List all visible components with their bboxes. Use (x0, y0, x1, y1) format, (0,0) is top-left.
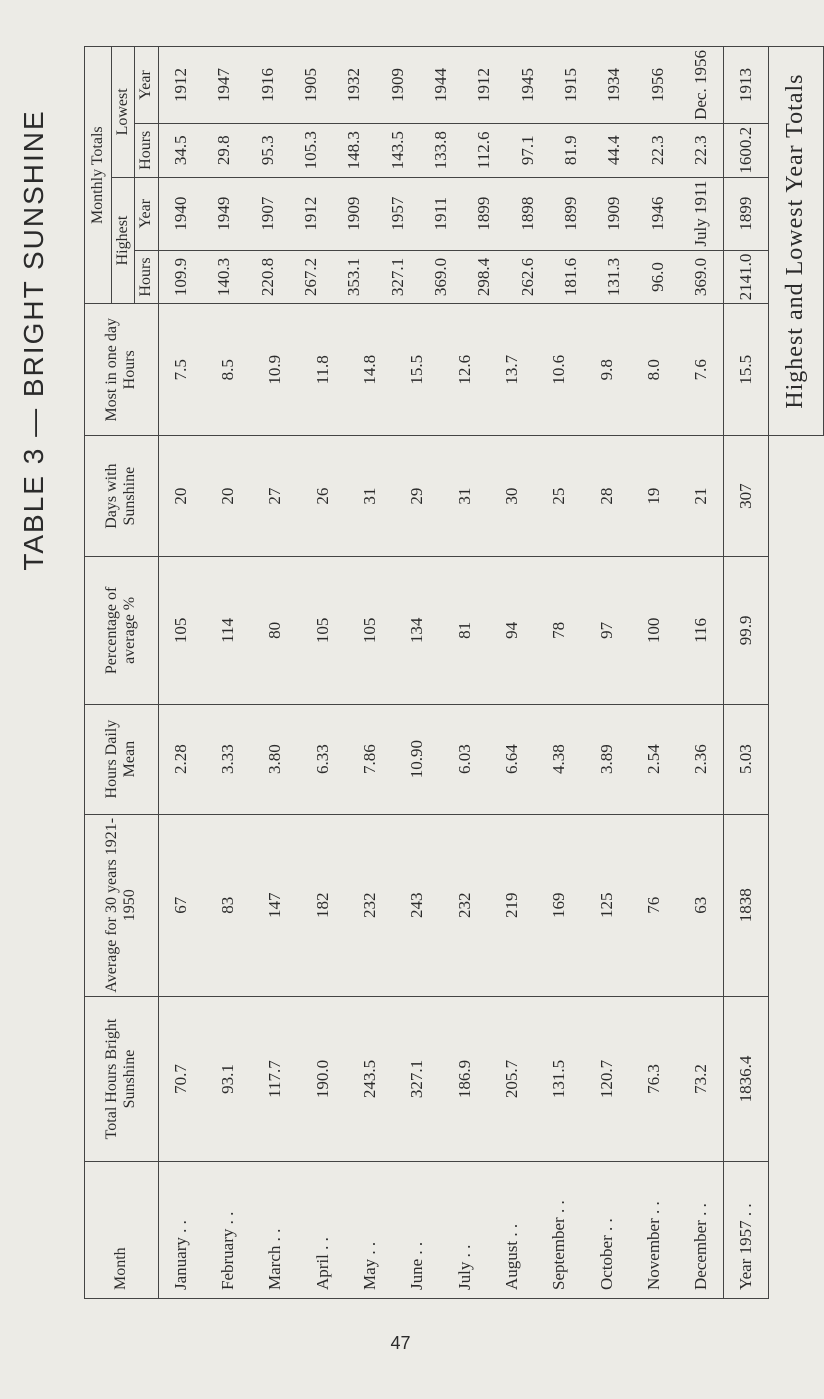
table-cell: 81.9 (561, 135, 581, 166)
table-cell: 131.5 (549, 1059, 569, 1099)
table-cell: 73.2 (691, 1064, 711, 1094)
table-cell: 1934 (604, 67, 624, 102)
table-cell: 1911 (430, 196, 450, 231)
table-cell: 262.6 (517, 257, 537, 297)
table-cell: September . . (549, 1200, 569, 1290)
rotated-table (84, 46, 808, 1299)
table-cell: 11.8 (312, 355, 332, 385)
lowest-hours-column (158, 123, 723, 177)
table-cell: 81 (454, 621, 474, 639)
table-cell: 134 (407, 617, 427, 644)
table-cell: May . . (360, 1241, 380, 1290)
table-cell: 97.1 (517, 135, 537, 166)
table-cell: 1915 (561, 67, 581, 102)
table-cell: 205.7 (501, 1059, 521, 1099)
table-cell: 148.3 (344, 131, 364, 170)
table-cell: 20 (218, 487, 238, 505)
highest-hours-column (158, 250, 723, 304)
table-cell: 1916 (257, 67, 277, 102)
highest-year-column (158, 177, 723, 250)
footer-spacer (768, 436, 823, 1299)
header-lowest: Lowest (112, 47, 135, 178)
table-cell: 298.4 (474, 257, 494, 297)
daily-mean-column (158, 704, 723, 814)
header-total-hours: Total Hours Bright Sunshine (85, 997, 159, 1162)
table-cell: 1932 (344, 67, 364, 102)
table-cell: August . . (501, 1223, 521, 1290)
table-cell: 116 (691, 617, 711, 643)
table-cell: 140.3 (214, 257, 234, 297)
table-cell: 369.0 (430, 257, 450, 297)
table-cell: 34.5 (170, 135, 190, 166)
table-cell: 112.6 (474, 131, 494, 170)
table-cell: 182 (312, 892, 332, 919)
table-cell: 70.7 (170, 1064, 190, 1094)
table-cell: 4.38 (549, 744, 569, 774)
table-cell: 6.03 (454, 744, 474, 774)
table-cell: 1907 (257, 196, 277, 231)
year-total: 1836.4 (723, 997, 768, 1162)
table-cell: 3.33 (218, 744, 238, 774)
table-cell: 29 (407, 487, 427, 505)
table-cell: 100 (643, 617, 663, 644)
table-cell: 1957 (387, 196, 407, 231)
table-cell: 1946 (647, 196, 667, 231)
table-cell: 1956 (647, 67, 667, 102)
sunshine-table (84, 46, 824, 1299)
table-cell: 120.7 (596, 1059, 616, 1099)
table-cell: 44.4 (604, 135, 624, 166)
table-cell: 1899 (561, 196, 581, 231)
table-cell: 78 (549, 621, 569, 639)
table-title (10, 40, 58, 640)
table-cell: 133.8 (430, 131, 450, 170)
table-cell: 19 (643, 487, 663, 505)
table-cell: 3.89 (596, 744, 616, 774)
table-cell: 1909 (344, 196, 364, 231)
table-cell: 105.3 (300, 131, 320, 170)
footer-row (768, 47, 823, 1299)
table-cell: 186.9 (454, 1059, 474, 1099)
extreme-cell: July 1911 (691, 180, 711, 247)
table-cell: 232 (454, 892, 474, 919)
table-cell: 10.6 (549, 354, 569, 385)
table-cell: 8.0 (643, 359, 663, 381)
year-daily-mean: 5.03 (723, 704, 768, 814)
table-cell: 31 (360, 487, 380, 505)
table-cell: 25 (549, 487, 569, 505)
header-highest-hours: Hours (135, 250, 158, 304)
table-cell: 7.86 (360, 744, 380, 774)
table-cell: 20 (170, 487, 190, 505)
header-highest-year: Year (135, 177, 158, 250)
table-cell: 27 (265, 487, 285, 505)
table-cell: 219 (501, 892, 521, 919)
table-cell: 14.8 (360, 354, 380, 385)
year-most: 15.5 (723, 304, 768, 436)
header-average-30: Average for 30 years 1921-1950 (85, 814, 159, 997)
table-cell: July . . (454, 1244, 474, 1290)
table-cell: 243 (407, 892, 427, 919)
table-cell: 12.6 (454, 354, 474, 385)
header-month: Month (85, 1162, 159, 1299)
percentage-column (158, 557, 723, 705)
table-cell: 9.8 (596, 359, 616, 381)
table-cell: 96.0 (647, 262, 667, 292)
table-cell: 1905 (300, 67, 320, 102)
table-cell: 8.5 (218, 359, 238, 381)
most-column (158, 304, 723, 436)
header-lowest-year: Year (135, 47, 158, 124)
table-cell: 117.7 (265, 1060, 285, 1098)
table-area (84, 46, 808, 1299)
table-cell: 143.5 (387, 131, 407, 170)
header-most-one-day: Most in one day Hours (85, 304, 159, 436)
table-cell: January . . (170, 1220, 190, 1290)
table-title-text: TABLE 3 — BRIGHT SUNSHINE (18, 109, 49, 571)
header-percentage: Percentage of average % (85, 557, 159, 705)
table-cell: 31 (454, 487, 474, 505)
average-column (158, 814, 723, 997)
table-cell: 105 (170, 617, 190, 644)
table-cell: 6.33 (312, 744, 332, 774)
table-cell: 3.80 (265, 744, 285, 774)
table-cell: 2.36 (691, 744, 711, 774)
header-monthly-totals: Monthly Totals (85, 47, 112, 304)
table-cell: 97 (596, 621, 616, 639)
table-cell: 6.64 (501, 744, 521, 774)
table-cell: 131.3 (604, 257, 624, 297)
table-cell: 1947 (214, 67, 234, 102)
header-daily-mean: Hours Daily Mean (85, 704, 159, 814)
year-total-row (723, 47, 768, 1299)
table-cell: 76 (643, 896, 663, 914)
table-cell: 93.1 (218, 1064, 238, 1094)
year-percentage: 99.9 (723, 557, 768, 705)
table-cell: 7.5 (170, 359, 190, 381)
table-cell: 1912 (300, 196, 320, 231)
table-cell: 21 (691, 487, 711, 505)
table-cell: 15.5 (407, 354, 427, 385)
table-cell: 63 (691, 896, 711, 914)
table-cell: 1909 (387, 67, 407, 102)
table-cell: 220.8 (257, 257, 277, 297)
year-lowest-hours: 1600.2 (723, 123, 768, 177)
total-column (158, 997, 723, 1162)
table-cell: 2.54 (643, 744, 663, 774)
table-cell: 1898 (517, 196, 537, 231)
table-cell: 1949 (214, 196, 234, 231)
year-highest-hours: 2141.0 (723, 250, 768, 304)
table-cell: 114 (218, 617, 238, 643)
table-cell: 67 (170, 896, 190, 914)
table-cell: October . . (596, 1218, 616, 1290)
month-column (158, 1162, 723, 1299)
table-cell: 7.6 (691, 359, 711, 381)
table-cell: 353.1 (344, 257, 364, 297)
table-cell: 232 (360, 892, 380, 919)
table-cell: 76.3 (643, 1064, 663, 1094)
table-cell: 125 (596, 892, 616, 919)
table-cell: 267.2 (300, 257, 320, 297)
monthly-body (158, 47, 723, 1299)
table-cell: June . . (407, 1241, 427, 1290)
table-cell: 95.3 (257, 135, 277, 166)
table-cell: 190.0 (312, 1059, 332, 1099)
header-lowest-hours: Hours (135, 123, 158, 177)
table-cell: February . . (218, 1211, 238, 1290)
table-cell: 1909 (604, 196, 624, 231)
year-highest-year: 1899 (723, 177, 768, 250)
table-cell: 169 (549, 892, 569, 919)
table-cell: 1945 (517, 67, 537, 102)
extreme-cell: 369.0 (691, 257, 711, 297)
table-cell: March . . (265, 1228, 285, 1290)
table-cell: 105 (312, 617, 332, 644)
table-cell: 181.6 (561, 257, 581, 297)
table-cell: 1899 (474, 196, 494, 231)
table-cell: 1940 (170, 196, 190, 231)
days-column (158, 436, 723, 557)
year-days: 307 (723, 436, 768, 557)
table-cell: 22.3 (647, 135, 667, 166)
table-cell: 26 (312, 487, 332, 505)
table-cell: 147 (265, 892, 285, 919)
table-cell: 10.9 (265, 354, 285, 385)
table-cell: 94 (501, 621, 521, 639)
table-cell: December . . (691, 1203, 711, 1290)
table-cell: 1912 (170, 67, 190, 102)
table-cell: 29.8 (214, 135, 234, 166)
table-cell: 2.28 (170, 744, 190, 774)
year-lowest-year: 1913 (723, 47, 768, 124)
page-number: 47 (390, 1333, 411, 1353)
year-average: 1838 (723, 814, 768, 997)
extreme-cell: Dec. 1956 (691, 50, 711, 120)
table-cell: 327.1 (407, 1059, 427, 1099)
header-days: Days with Sunshine (85, 436, 159, 557)
lowest-year-column (158, 47, 723, 124)
footer-label: Highest and Lowest Year Totals (768, 47, 823, 436)
table-cell: 80 (265, 621, 285, 639)
table-cell: April . . (312, 1237, 332, 1290)
table-cell: 30 (501, 487, 521, 505)
table-cell: 13.7 (501, 354, 521, 385)
table-cell: November . . (643, 1201, 663, 1290)
table-cell: 1912 (474, 67, 494, 102)
table-cell: 105 (360, 617, 380, 644)
table-cell: 1944 (430, 67, 450, 102)
table-cell: 327.1 (387, 257, 407, 297)
table-cell: 83 (218, 896, 238, 914)
header-highest: Highest (112, 177, 135, 304)
table-cell: 109.9 (170, 257, 190, 297)
table-cell: 10.90 (407, 739, 427, 779)
year-label: Year 1957 . . (723, 1162, 768, 1299)
extreme-cell: 22.3 (691, 135, 711, 166)
table-cell: 28 (596, 487, 616, 505)
table-cell: 243.5 (360, 1059, 380, 1099)
